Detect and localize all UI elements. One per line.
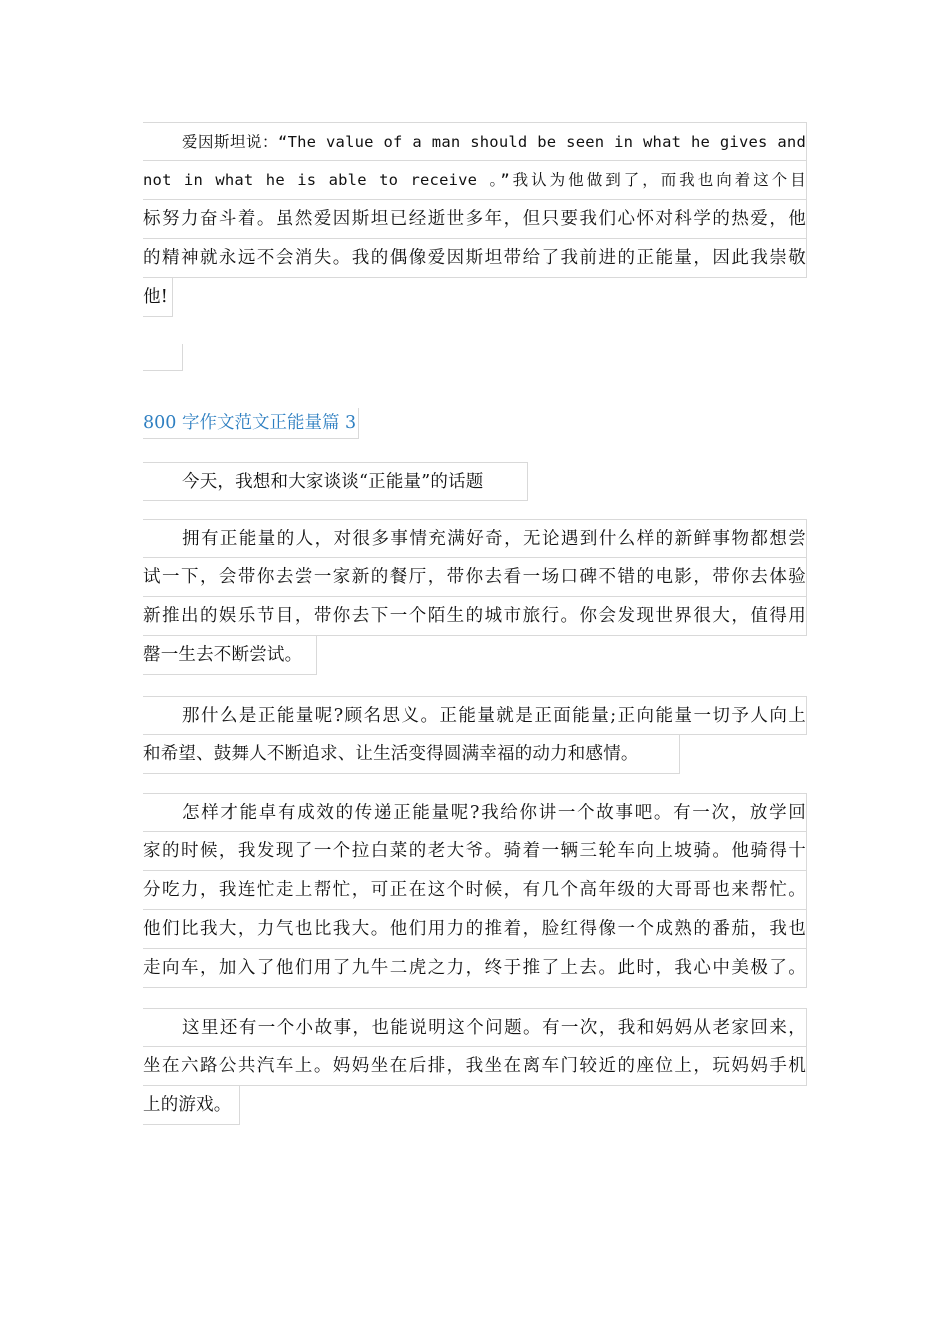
paragraph-line: [143, 597, 807, 636]
line-text: 今天，我想和大家谈谈“正能量”的话题: [182, 472, 484, 492]
paragraph-line: [143, 793, 807, 832]
paragraph-line: [143, 832, 807, 871]
paragraph-line: [143, 1086, 240, 1125]
line-text: 走向车，加入了他们用了九牛二虎之力，终于推了上去。此时，我心中美极了。: [143, 958, 806, 978]
paragraph-line: [143, 910, 807, 949]
line-text: 那什么是正能量呢?顾名思义。正能量就是正面能量;正向能量一切予人向上: [182, 706, 806, 726]
line-text: 罄一生去不断尝试。: [143, 645, 303, 665]
paragraph-line: [143, 161, 807, 200]
line-text: 拥有正能量的人，对很多事情充满好奇，无论遇到什么样的新鲜事物都想尝: [182, 529, 806, 549]
paragraph-line: [143, 696, 807, 735]
line-text: not in what he is able to receive 。”我认为他做到了，而我也向着这个目: [143, 171, 806, 189]
paragraph-line: [143, 519, 807, 558]
paragraph-line: [143, 1047, 807, 1086]
line-text: 上的游戏。: [143, 1095, 232, 1115]
paragraph-story-two: [143, 1008, 807, 1125]
line-text: 怎样才能卓有成效的传递正能量呢?我给你讲一个故事吧。有一次，放学回: [182, 803, 806, 823]
line-text: 他们比我大，力气也比我大。他们用力的推着，脸红得像一个成熟的番茄，我也: [143, 919, 806, 939]
paragraph-line: [143, 239, 807, 278]
line-text: 分吃力，我连忙走上帮忙，可正在这个时候，有几个高年级的大哥哥也来帮忙。: [143, 880, 806, 900]
paragraph-line: [143, 871, 807, 910]
paragraph-definition: [143, 696, 807, 774]
line-text: 试一下，会带你去尝一家新的餐厅，带你去看一场口碑不错的电影，带你去体验: [143, 567, 806, 587]
paragraph-story-one: [143, 793, 807, 988]
paragraph-line: [143, 200, 807, 239]
paragraph-line: [143, 1008, 807, 1047]
empty-paragraph: [143, 344, 183, 371]
line-text: 这里还有一个小故事，也能说明这个问题。有一次，我和妈妈从老家回来，: [182, 1018, 806, 1038]
paragraph-intro: [143, 462, 807, 501]
line-text: 爱因斯坦说：“The value of a man should be seen in what he gives and: [182, 133, 806, 151]
line-text: 标努力奋斗着。虽然爱因斯坦已经逝世多年，但只要我们心怀对科学的热爱，他: [143, 209, 806, 229]
line-text: 新推出的娱乐节目，带你去下一个陌生的城市旅行。你会发现世界很大，值得用: [143, 606, 806, 626]
paragraph-einstein: [143, 122, 807, 317]
paragraph-line: [143, 122, 807, 161]
paragraph-line: [143, 278, 173, 317]
section-heading: 800 字作文范文正能量篇 3: [143, 408, 359, 439]
paragraph-line: [143, 735, 680, 774]
line-text: 家的时候，我发现了一个拉白菜的老大爷。骑着一辆三轮车向上坡骑。他骑得十: [143, 841, 806, 861]
line-text: 的精神就永远不会消失。我的偶像爱因斯坦带给了我前进的正能量，因此我崇敬: [143, 248, 806, 268]
paragraph-line: [143, 636, 317, 675]
paragraph-positive-people: [143, 519, 807, 675]
line-text: 和希望、鼓舞人不断追求、让生活变得圆满幸福的动力和感情。: [143, 744, 639, 764]
paragraph-line: [143, 949, 807, 988]
paragraph-line: [143, 558, 807, 597]
line-text: 坐在六路公共汽车上。妈妈坐在后排，我坐在离车门较近的座位上，玩妈妈手机: [143, 1056, 806, 1076]
paragraph-line: [143, 462, 528, 501]
line-text: 他!: [143, 287, 168, 307]
